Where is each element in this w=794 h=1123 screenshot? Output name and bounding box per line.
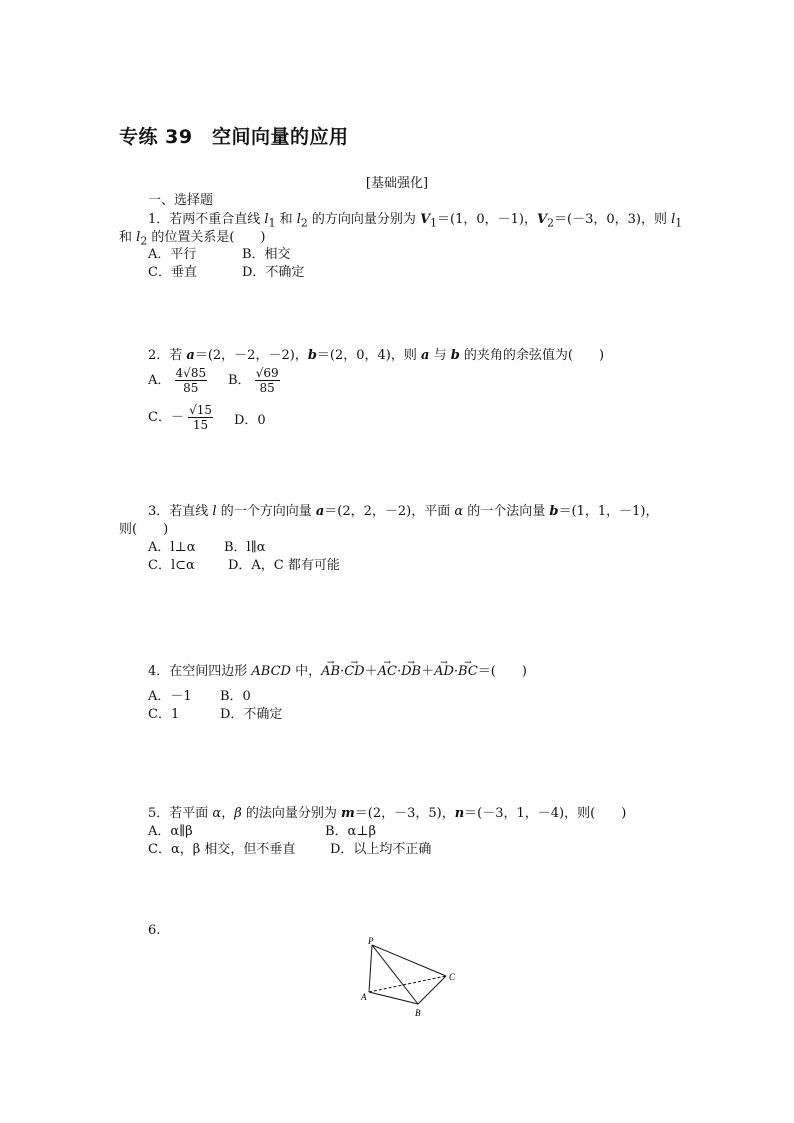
- section-heading: 一、选择题: [148, 193, 214, 208]
- q4-stem: 4．在空间四边形 ABCD 中，→ AB·→ CD＋→ AC·→ DB＋→ AD·→ BC＝( ): [148, 663, 527, 681]
- q1-option-b: B．相交: [242, 247, 291, 262]
- label-c: C: [449, 972, 456, 982]
- q3-option-d: D．A，C 都有可能: [228, 558, 340, 573]
- q1-option-d: D．不确定: [242, 265, 305, 280]
- q1-option-c: C．垂直: [148, 265, 197, 280]
- q5-option-d: D．以上均不正确: [330, 842, 432, 857]
- q2-option-b: B． $\frac{√69}{85}$: [228, 366, 279, 395]
- q5-option-a: A．α∥β: [148, 824, 193, 839]
- edge-pa: [369, 945, 372, 992]
- q2-stem: 2．若 a＝(2，－2，－2)，b＝(2，0，4)，则 a 与 b 的夹角的余弦值为( ): [148, 348, 605, 363]
- q3-option-a: A．l⊥α: [148, 540, 196, 555]
- q2-option-a: A． $\frac{4√85}{85}$: [148, 366, 207, 395]
- q2-option-d: D．0: [234, 413, 266, 428]
- q5-option-b: B．α⊥β: [325, 824, 377, 839]
- fraction: $\frac{4√85}{85}$: [175, 366, 207, 395]
- q1-option-a: A．平行: [148, 247, 197, 262]
- q4-option-d: D．不确定: [220, 707, 283, 722]
- edge-pb: [372, 945, 418, 1004]
- q4-option-b: B．0: [220, 689, 251, 704]
- q5-stem: 5．若平面 α，β 的法向量分别为 m＝(2，－3，5)，n＝(－3，1，－4)，则( ): [148, 806, 627, 821]
- label-a: A: [361, 992, 367, 1002]
- fraction: $\frac{√69}{85}$: [255, 366, 279, 395]
- q1-stem-line2: 和 $l_2$ 的位置关系是( ): [119, 230, 266, 248]
- page-title: 专练 39 空间向量的应用: [119, 126, 349, 148]
- q5-option-c: C．α，β 相交，但不垂直: [148, 842, 296, 857]
- edge-pc: [372, 945, 446, 976]
- fraction: $\frac{√15}{15}$: [189, 403, 213, 432]
- label-b: B: [415, 1008, 421, 1018]
- tetrahedron-figure: [360, 936, 460, 1020]
- q3-option-b: B．l∥α: [224, 540, 266, 555]
- label-p: P: [368, 936, 374, 946]
- q4-option-c: C．1: [148, 707, 180, 722]
- q3-option-c: C．l⊂α: [148, 558, 195, 573]
- q3-stem-line2: 则( ): [119, 522, 169, 537]
- q2-option-c: C．－ $\frac{√15}{15}$: [148, 403, 213, 432]
- q6-number: 6.: [148, 923, 161, 938]
- q1-stem-line1: 1．若两不重合直线 $l_1$ 和 $l_2$ 的方向向量分别为 $V_1=(1$，0，－1)，$V_2=(-3$，0，3)，则 $l_1$: [148, 212, 683, 230]
- edge-ac-hidden: [369, 976, 446, 992]
- edge-bc: [418, 976, 446, 1004]
- q4-option-a: A．－1: [148, 689, 192, 704]
- section-tag: [基础强化]: [365, 176, 429, 191]
- q3-stem-line1: 3．若直线 l 的一个方向向量 a＝(2，2，－2)，平面 α 的一个法向量 b＝(1，1，－1)，: [148, 504, 659, 519]
